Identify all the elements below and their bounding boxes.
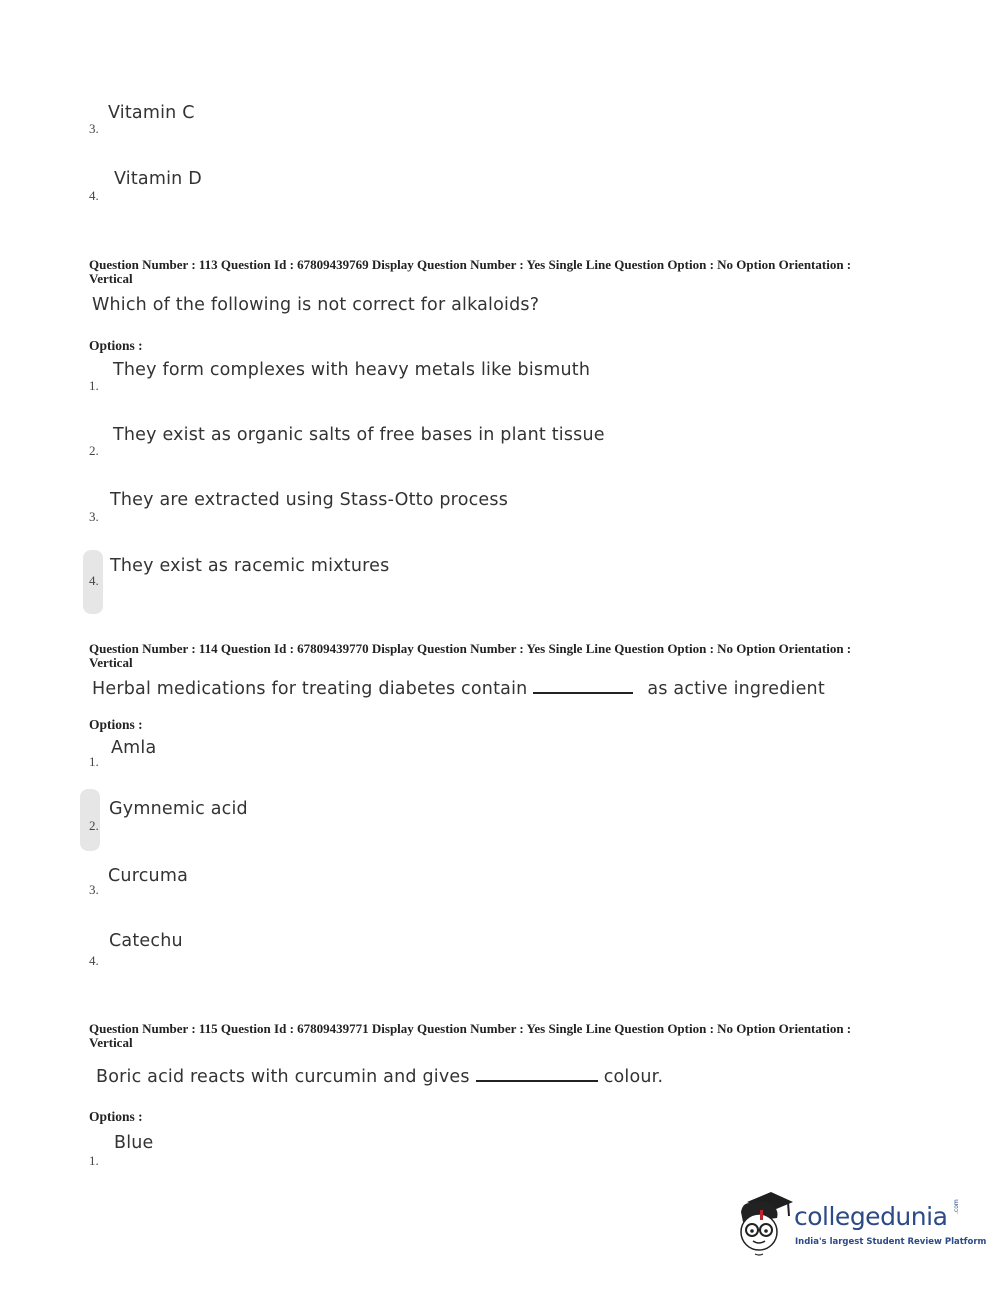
options-label: Options : — [89, 338, 143, 353]
fill-in-blank — [533, 678, 633, 694]
question-text — [92, 678, 825, 699]
option-number: 3. — [89, 882, 99, 897]
option-text: Amla — [111, 738, 157, 758]
question-meta: Question Number : 115 Question Id : 67809439771 Display Question Number : Yes Single Line Question Option : No Option Orientation : Vertical — [89, 1021, 852, 1050]
fill-in-blank — [476, 1066, 598, 1082]
option-text: Blue — [114, 1133, 154, 1153]
options-label: Options : — [89, 717, 143, 732]
option-text: They are extracted using Stass-Otto process — [110, 490, 509, 510]
option-number: 2. — [89, 443, 99, 458]
option-number: 2. — [89, 818, 99, 833]
question-text-after: colour. — [603, 1067, 664, 1087]
option-text: Vitamin C — [108, 103, 195, 123]
option-text: Gymnemic acid — [109, 799, 248, 819]
mascot-icon — [733, 1188, 795, 1260]
option-number: 3. — [89, 121, 99, 136]
option-number: 1. — [89, 754, 99, 769]
question-meta: Question Number : 114 Question Id : 67809439770 Display Question Number : Yes Single Line Question Option : No Option Orientation : Vertical — [89, 641, 852, 670]
logo-tagline: India's largest Student Review Platform — [795, 1237, 987, 1247]
option-text: They exist as organic salts of free bases in plant tissue — [113, 425, 605, 445]
logo-wordmark: collegedunia — [794, 1202, 948, 1231]
option-number: 4. — [89, 953, 99, 968]
option-text: Curcuma — [108, 866, 189, 886]
question-text-before: Boric acid reacts with curcumin and gives — [96, 1067, 470, 1087]
option-number: 3. — [89, 509, 99, 524]
question-meta: Question Number : 113 Question Id : 67809439769 Display Question Number : Yes Single Line Question Option : No Option Orientation : Vertical — [89, 257, 852, 286]
question-text-before: Herbal medications for treating diabetes contain — [92, 679, 528, 699]
option-number: 4. — [89, 188, 99, 203]
option-text: They form complexes with heavy metals like bismuth — [113, 360, 591, 380]
option-number: 1. — [89, 1153, 99, 1168]
option-number: 4. — [89, 573, 99, 588]
option-number: 1. — [89, 378, 99, 393]
question-text: Which of the following is not correct for alkaloids? — [92, 295, 540, 315]
logo-domain: .com — [953, 1199, 960, 1214]
option-text: Vitamin D — [114, 169, 202, 189]
options-label: Options : — [89, 1109, 143, 1124]
option-text: They exist as racemic mixtures — [110, 556, 390, 576]
question-text-after: as active ingredient — [647, 679, 825, 699]
collegedunia-logo — [733, 1188, 987, 1260]
option-text: Catechu — [109, 931, 183, 951]
question-text — [96, 1066, 663, 1087]
